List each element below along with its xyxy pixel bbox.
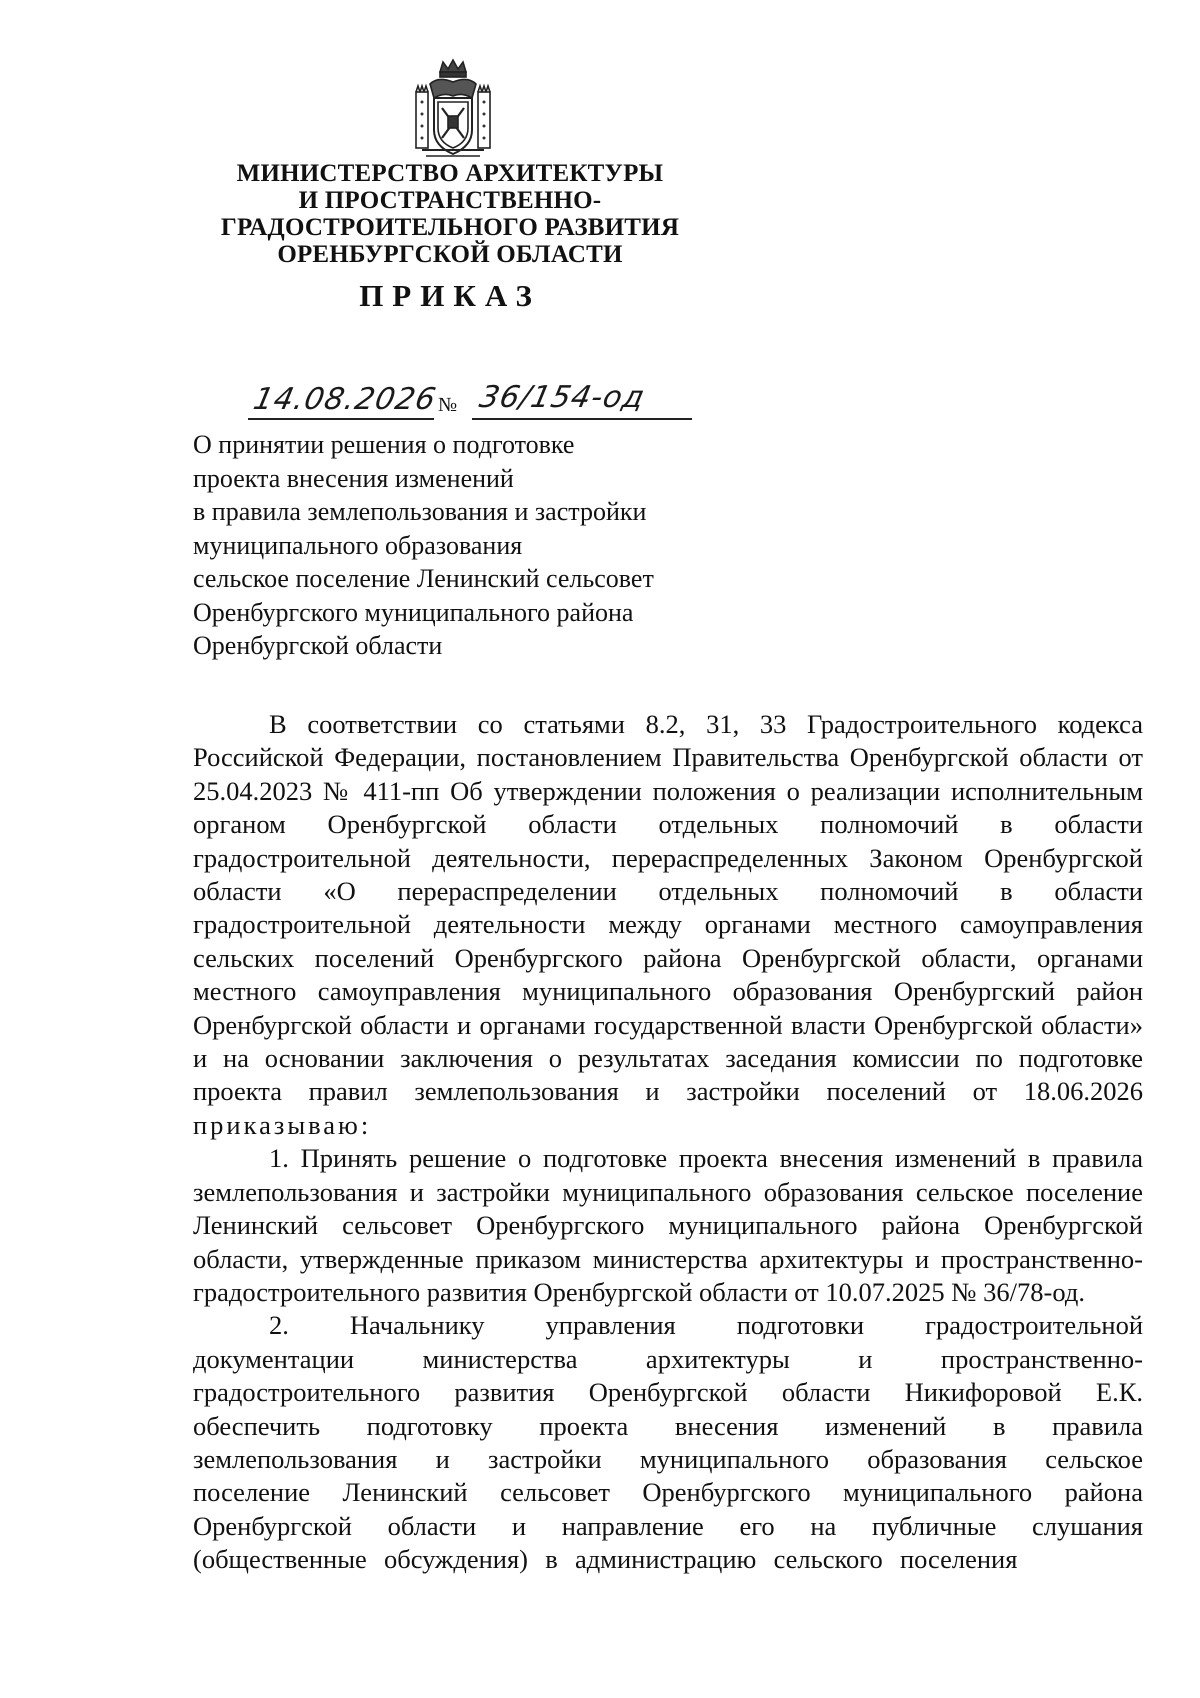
ministry-line: ГРАДОСТРОИТЕЛЬНОГО РАЗВИТИЯ	[220, 214, 680, 241]
ministry-line: ОРЕНБУРГСКОЙ ОБЛАСТИ	[277, 241, 623, 268]
subject-line: в правила землепользования и застройки	[193, 497, 647, 526]
ministry-line: МИНИСТЕРСТВО АРХИТЕКТУРЫ	[236, 160, 664, 187]
subject-line: муниципального образования	[193, 530, 523, 560]
subject-line: Оренбургского муниципального района	[193, 597, 634, 627]
date-number-line	[248, 380, 708, 424]
preamble-text: В соответствии со статьями 8.2, 31, 33 Градостроительного кодекса Российской Федерации, постановлением Правительства Оренбургской области от 25.04.2023 № 411-пп Об утверждении положения о реализации исполнительным органом Оренбургской области отдельных полномочий в области градостроительной деятельности, перераспределенных Законом Оренбургской области «О перераспределении отдельных полномочий в области градостроительной деятельности между органами местного самоуправления сельских поселений Оренбургского района Оренбургской области, органами местного самоуправления муниципального образования Оренбургский район Оренбургской области и органами государственной власти Оренбургской области» и на основании заключения о результатах заседания комиссии по подготовке проекта правил землепользования и застройки поселений от 18.06.2026	[193, 709, 1143, 1107]
ministry-name	[200, 160, 700, 268]
order-word: приказываю:	[193, 1109, 372, 1140]
subject-line: проекта внесения изменений	[193, 463, 514, 493]
handwritten-number: 36/154-од	[476, 380, 649, 415]
number-underline	[472, 418, 692, 420]
order-subject	[193, 428, 753, 663]
number-sign: №	[438, 394, 458, 416]
subject-line: О принятии решения о подготовке	[193, 430, 575, 459]
handwritten-date: 14.08.2026	[250, 382, 440, 417]
subject-line: сельское поселение Ленинский сельсовет	[193, 564, 654, 593]
subject-line: Оренбургской области	[193, 631, 443, 660]
coat-of-arms-icon	[412, 58, 494, 160]
ministry-line: И ПРОСТРАНСТВЕННО-	[298, 187, 602, 214]
preamble-paragraph	[193, 708, 1143, 1142]
order-body	[193, 708, 1143, 1577]
document-type-title: ПРИКАЗ	[359, 278, 541, 313]
date-underline	[248, 418, 434, 420]
order-item-2: 2. Начальнику управления подготовки градостроительной документации министерства архитектуры и пространственно-градостроительного развития Оренбургской области Никифоровой Е.К. обеспечить подготовку проекта внесения изменений в правила землепользования и застройки муниципального образования сельское поселение Ленинский сельсовет Оренбургского муниципального района Оренбургской области и направление его на публичные слушания (общественные обсуждения) в администрацию сельского поселения	[193, 1310, 1143, 1575]
order-item-1: 1. Принять решение о подготовке проекта внесения изменений в правила землепользования и застройки муниципального образования сельское поселение Ленинский сельсовет Оренбургского муниципального района Оренбургской области, утвержденные приказом министерства архитектуры и пространственно-градостроительного развития Оренбургской области от 10.07.2025 № 36/78-од.	[193, 1143, 1143, 1307]
